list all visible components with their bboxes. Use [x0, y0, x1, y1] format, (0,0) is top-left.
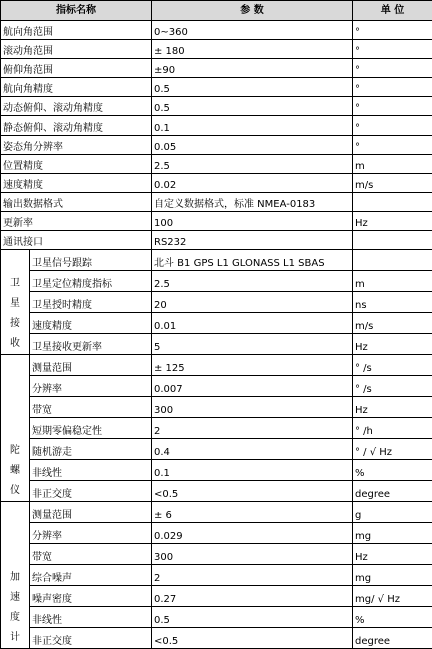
param-value: 0.5 — [152, 97, 353, 116]
param-unit — [353, 231, 432, 250]
param-unit: degree — [353, 481, 432, 502]
param-value: 2 — [152, 418, 353, 439]
param-unit: degree — [353, 628, 432, 649]
param-value: 0.029 — [152, 523, 353, 544]
param-unit: Hz — [353, 211, 432, 230]
param-value: 0.4 — [152, 439, 353, 460]
param-unit — [353, 192, 432, 211]
param-unit: mg — [353, 523, 432, 544]
param-name: 卫星定位精度指标 — [30, 271, 152, 292]
group-label-char: 星 — [3, 294, 27, 314]
param-value: 100 — [152, 211, 353, 230]
table-row — [1, 523, 432, 544]
param-unit: m — [353, 271, 432, 292]
param-name: 带宽 — [30, 397, 152, 418]
table-row — [1, 292, 432, 313]
param-value: 0.01 — [152, 313, 353, 334]
param-value: 0.02 — [152, 173, 353, 192]
table-row — [1, 607, 432, 628]
table-row — [1, 628, 432, 649]
group-label-char: 计 — [3, 628, 27, 648]
table-row — [1, 334, 432, 355]
param-value: 0.1 — [152, 460, 353, 481]
table-row — [1, 231, 432, 250]
table-row — [1, 544, 432, 565]
group-label — [1, 250, 30, 355]
param-value: RS232 — [152, 231, 353, 250]
param-unit: ° — [353, 135, 432, 154]
param-value: 0.5 — [152, 78, 353, 97]
param-name: 非线性 — [30, 460, 152, 481]
group-label — [1, 502, 30, 649]
group-label-char: 陀 — [3, 441, 27, 461]
group-label-char: 螺 — [3, 461, 27, 481]
table-row — [1, 116, 432, 135]
param-value: 2 — [152, 565, 353, 586]
param-name: 速度精度 — [1, 173, 152, 192]
param-unit — [353, 250, 432, 271]
param-value: ±90 — [152, 59, 353, 78]
table-row — [1, 460, 432, 481]
table-row — [1, 59, 432, 78]
param-name: 卫星授时精度 — [30, 292, 152, 313]
param-unit: ns — [353, 292, 432, 313]
param-value: 0.5 — [152, 607, 353, 628]
table-row — [1, 211, 432, 230]
param-value: 2.5 — [152, 271, 353, 292]
group-label-char: 仪 — [3, 481, 27, 501]
param-value: 300 — [152, 397, 353, 418]
param-name: 速度精度 — [30, 313, 152, 334]
param-name: 动态俯仰、滚动角精度 — [1, 97, 152, 116]
param-value: ± 125 — [152, 355, 353, 376]
param-name: 测量范围 — [30, 355, 152, 376]
param-unit: Hz — [353, 334, 432, 355]
param-value: 0.007 — [152, 376, 353, 397]
param-unit: ° /s — [353, 376, 432, 397]
table-row — [1, 481, 432, 502]
param-unit: mg — [353, 565, 432, 586]
group-label — [1, 355, 30, 502]
table-row — [1, 78, 432, 97]
param-name: 非正交度 — [30, 628, 152, 649]
param-name: 输出数据格式 — [1, 192, 152, 211]
param-name: 非线性 — [30, 607, 152, 628]
param-unit: ° — [353, 97, 432, 116]
param-unit: m/s — [353, 173, 432, 192]
param-name: 测量范围 — [30, 502, 152, 523]
table-row — [1, 97, 432, 116]
table-row — [1, 173, 432, 192]
param-name: 航向角范围 — [1, 21, 152, 40]
param-name: 分辨率 — [30, 376, 152, 397]
param-name: 航向角精度 — [1, 78, 152, 97]
param-value: ± 180 — [152, 40, 353, 59]
table-row — [1, 355, 432, 376]
param-value: <0.5 — [152, 628, 353, 649]
table-row — [1, 418, 432, 439]
param-unit: ° / √ Hz — [353, 439, 432, 460]
param-name: 卫星接收更新率 — [30, 334, 152, 355]
param-name: 滚动角范围 — [1, 40, 152, 59]
param-unit: ° — [353, 21, 432, 40]
param-unit: ° — [353, 78, 432, 97]
param-name: 静态俯仰、滚动角精度 — [1, 116, 152, 135]
param-unit: m/s — [353, 313, 432, 334]
param-unit: % — [353, 607, 432, 628]
param-value: 自定义数据格式，标准 NMEA-0183 — [152, 192, 353, 211]
table-row — [1, 565, 432, 586]
table-row — [1, 313, 432, 334]
param-value: 0.05 — [152, 135, 353, 154]
param-name: 分辨率 — [30, 523, 152, 544]
param-name: 短期零偏稳定性 — [30, 418, 152, 439]
table-row — [1, 376, 432, 397]
param-unit: ° — [353, 40, 432, 59]
table-row — [1, 21, 432, 40]
param-name: 卫星信号跟踪 — [30, 250, 152, 271]
group-label-char: 接 — [3, 314, 27, 334]
header-param: 参 数 — [152, 1, 353, 21]
table-row — [1, 40, 432, 59]
group-label-char: 收 — [3, 334, 27, 354]
table-row — [1, 192, 432, 211]
param-name: 非正交度 — [30, 481, 152, 502]
table-row — [1, 397, 432, 418]
param-name: 姿态角分辨率 — [1, 135, 152, 154]
param-value: 20 — [152, 292, 353, 313]
param-name: 综合噪声 — [30, 565, 152, 586]
param-value: 0.27 — [152, 586, 353, 607]
group-label-char: 速 — [3, 588, 27, 608]
table-row — [1, 271, 432, 292]
param-unit: mg/ √ Hz — [353, 586, 432, 607]
param-name: 更新率 — [1, 211, 152, 230]
param-name: 通讯接口 — [1, 231, 152, 250]
group-label-char: 卫 — [3, 274, 27, 294]
param-unit: Hz — [353, 397, 432, 418]
group-label-char: 加 — [3, 568, 27, 588]
spec-table-body — [1, 21, 432, 649]
param-unit: % — [353, 460, 432, 481]
table-row — [1, 135, 432, 154]
group-label-char: 度 — [3, 608, 27, 628]
param-value: 北斗 B1 GPS L1 GLONASS L1 SBAS — [152, 250, 353, 271]
param-value: 300 — [152, 544, 353, 565]
param-name: 俯仰角范围 — [1, 59, 152, 78]
param-value: 0~360 — [152, 21, 353, 40]
param-value: 2.5 — [152, 154, 353, 173]
param-unit: ° — [353, 116, 432, 135]
param-value: <0.5 — [152, 481, 353, 502]
param-unit: m — [353, 154, 432, 173]
header-row — [1, 1, 432, 21]
table-row — [1, 586, 432, 607]
param-value: 5 — [152, 334, 353, 355]
param-unit: ° /s — [353, 355, 432, 376]
table-row — [1, 439, 432, 460]
param-unit: ° — [353, 59, 432, 78]
table-row — [1, 250, 432, 271]
param-name: 带宽 — [30, 544, 152, 565]
param-unit: ° /h — [353, 418, 432, 439]
param-name: 随机游走 — [30, 439, 152, 460]
table-row — [1, 502, 432, 523]
param-unit: g — [353, 502, 432, 523]
header-unit: 单 位 — [353, 1, 432, 21]
param-value: ± 6 — [152, 502, 353, 523]
header-name: 指标名称 — [1, 1, 152, 21]
param-value: 0.1 — [152, 116, 353, 135]
param-name: 位置精度 — [1, 154, 152, 173]
param-unit: Hz — [353, 544, 432, 565]
param-name: 噪声密度 — [30, 586, 152, 607]
table-row — [1, 154, 432, 173]
